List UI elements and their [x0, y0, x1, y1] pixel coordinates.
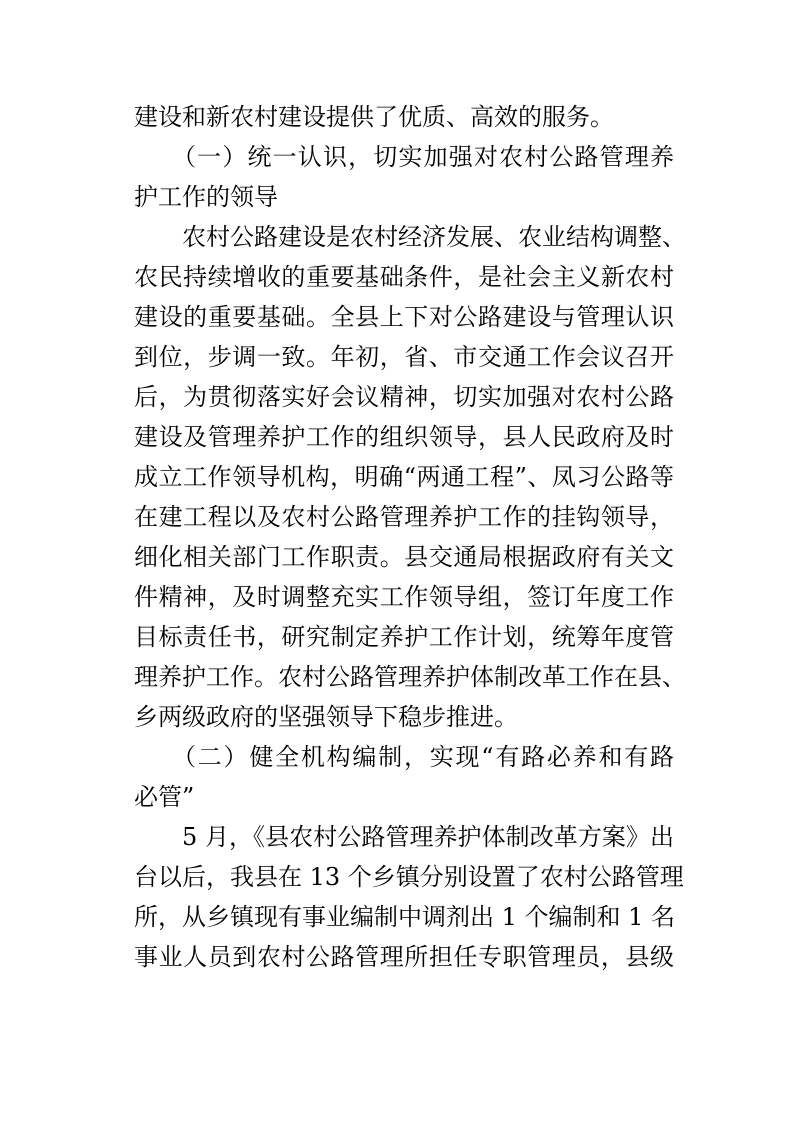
paragraph-line: 建设的重要基础。全县上下对公路建设与管理认识 — [134, 303, 674, 331]
paragraph-line: 建设和新农村建设提供了优质、高效的服务。 — [134, 103, 614, 131]
section-heading-line: 护工作的领导 — [134, 183, 278, 211]
paragraph-line: 农村公路建设是农村经济发展、农业结构调整、 — [182, 223, 686, 251]
section-heading-line: 必管” — [134, 783, 195, 811]
paragraph-line: 成立工作领导机构，明确“两通工程”、凤习公路等 — [134, 463, 674, 491]
paragraph-line: 建设及管理养护工作的组织领导，县人民政府及时 — [134, 423, 674, 451]
document-body — [134, 97, 686, 977]
paragraph-line: 后，为贯彻落实好会议精神，切实加强对农村公路 — [134, 383, 674, 411]
section-heading-line: （二）健全机构编制，实现“有路必养和有路 — [172, 743, 674, 771]
paragraph-line: 乡两级政府的坚强领导下稳步推进。 — [134, 703, 518, 731]
paragraph-line: 所，从乡镇现有事业编制中调剂出 1 个编制和 1 名 — [134, 903, 676, 931]
paragraph-line: 农民持续增收的重要基础条件，是社会主义新农村 — [134, 263, 674, 291]
paragraph-line: 到位，步调一致。年初，省、市交通工作会议召开 — [134, 343, 674, 371]
paragraph-line: 件精神，及时调整充实工作领导组，签订年度工作 — [134, 583, 674, 611]
paragraph-line: 理养护工作。农村公路管理养护体制改革工作在县、 — [134, 663, 686, 691]
paragraph-line: 在建工程以及农村公路管理养护工作的挂钩领导， — [134, 503, 674, 531]
section-heading-line: （一）统一认识，切实加强对农村公路管理养 — [172, 143, 674, 171]
paragraph-line: 细化相关部门工作职责。县交通局根据政府有关文 — [134, 543, 674, 571]
paragraph-line: 目标责任书，研究制定养护工作计划，统筹年度管 — [134, 623, 674, 651]
paragraph-line: 5 月，《县农村公路管理养护体制改革方案》出 — [182, 823, 674, 851]
paragraph-line: 台以后，我县在 13 个乡镇分别设置了农村公路管理 — [134, 863, 684, 891]
paragraph-line: 事业人员到农村公路管理所担任专职管理员，县级 — [134, 943, 674, 971]
